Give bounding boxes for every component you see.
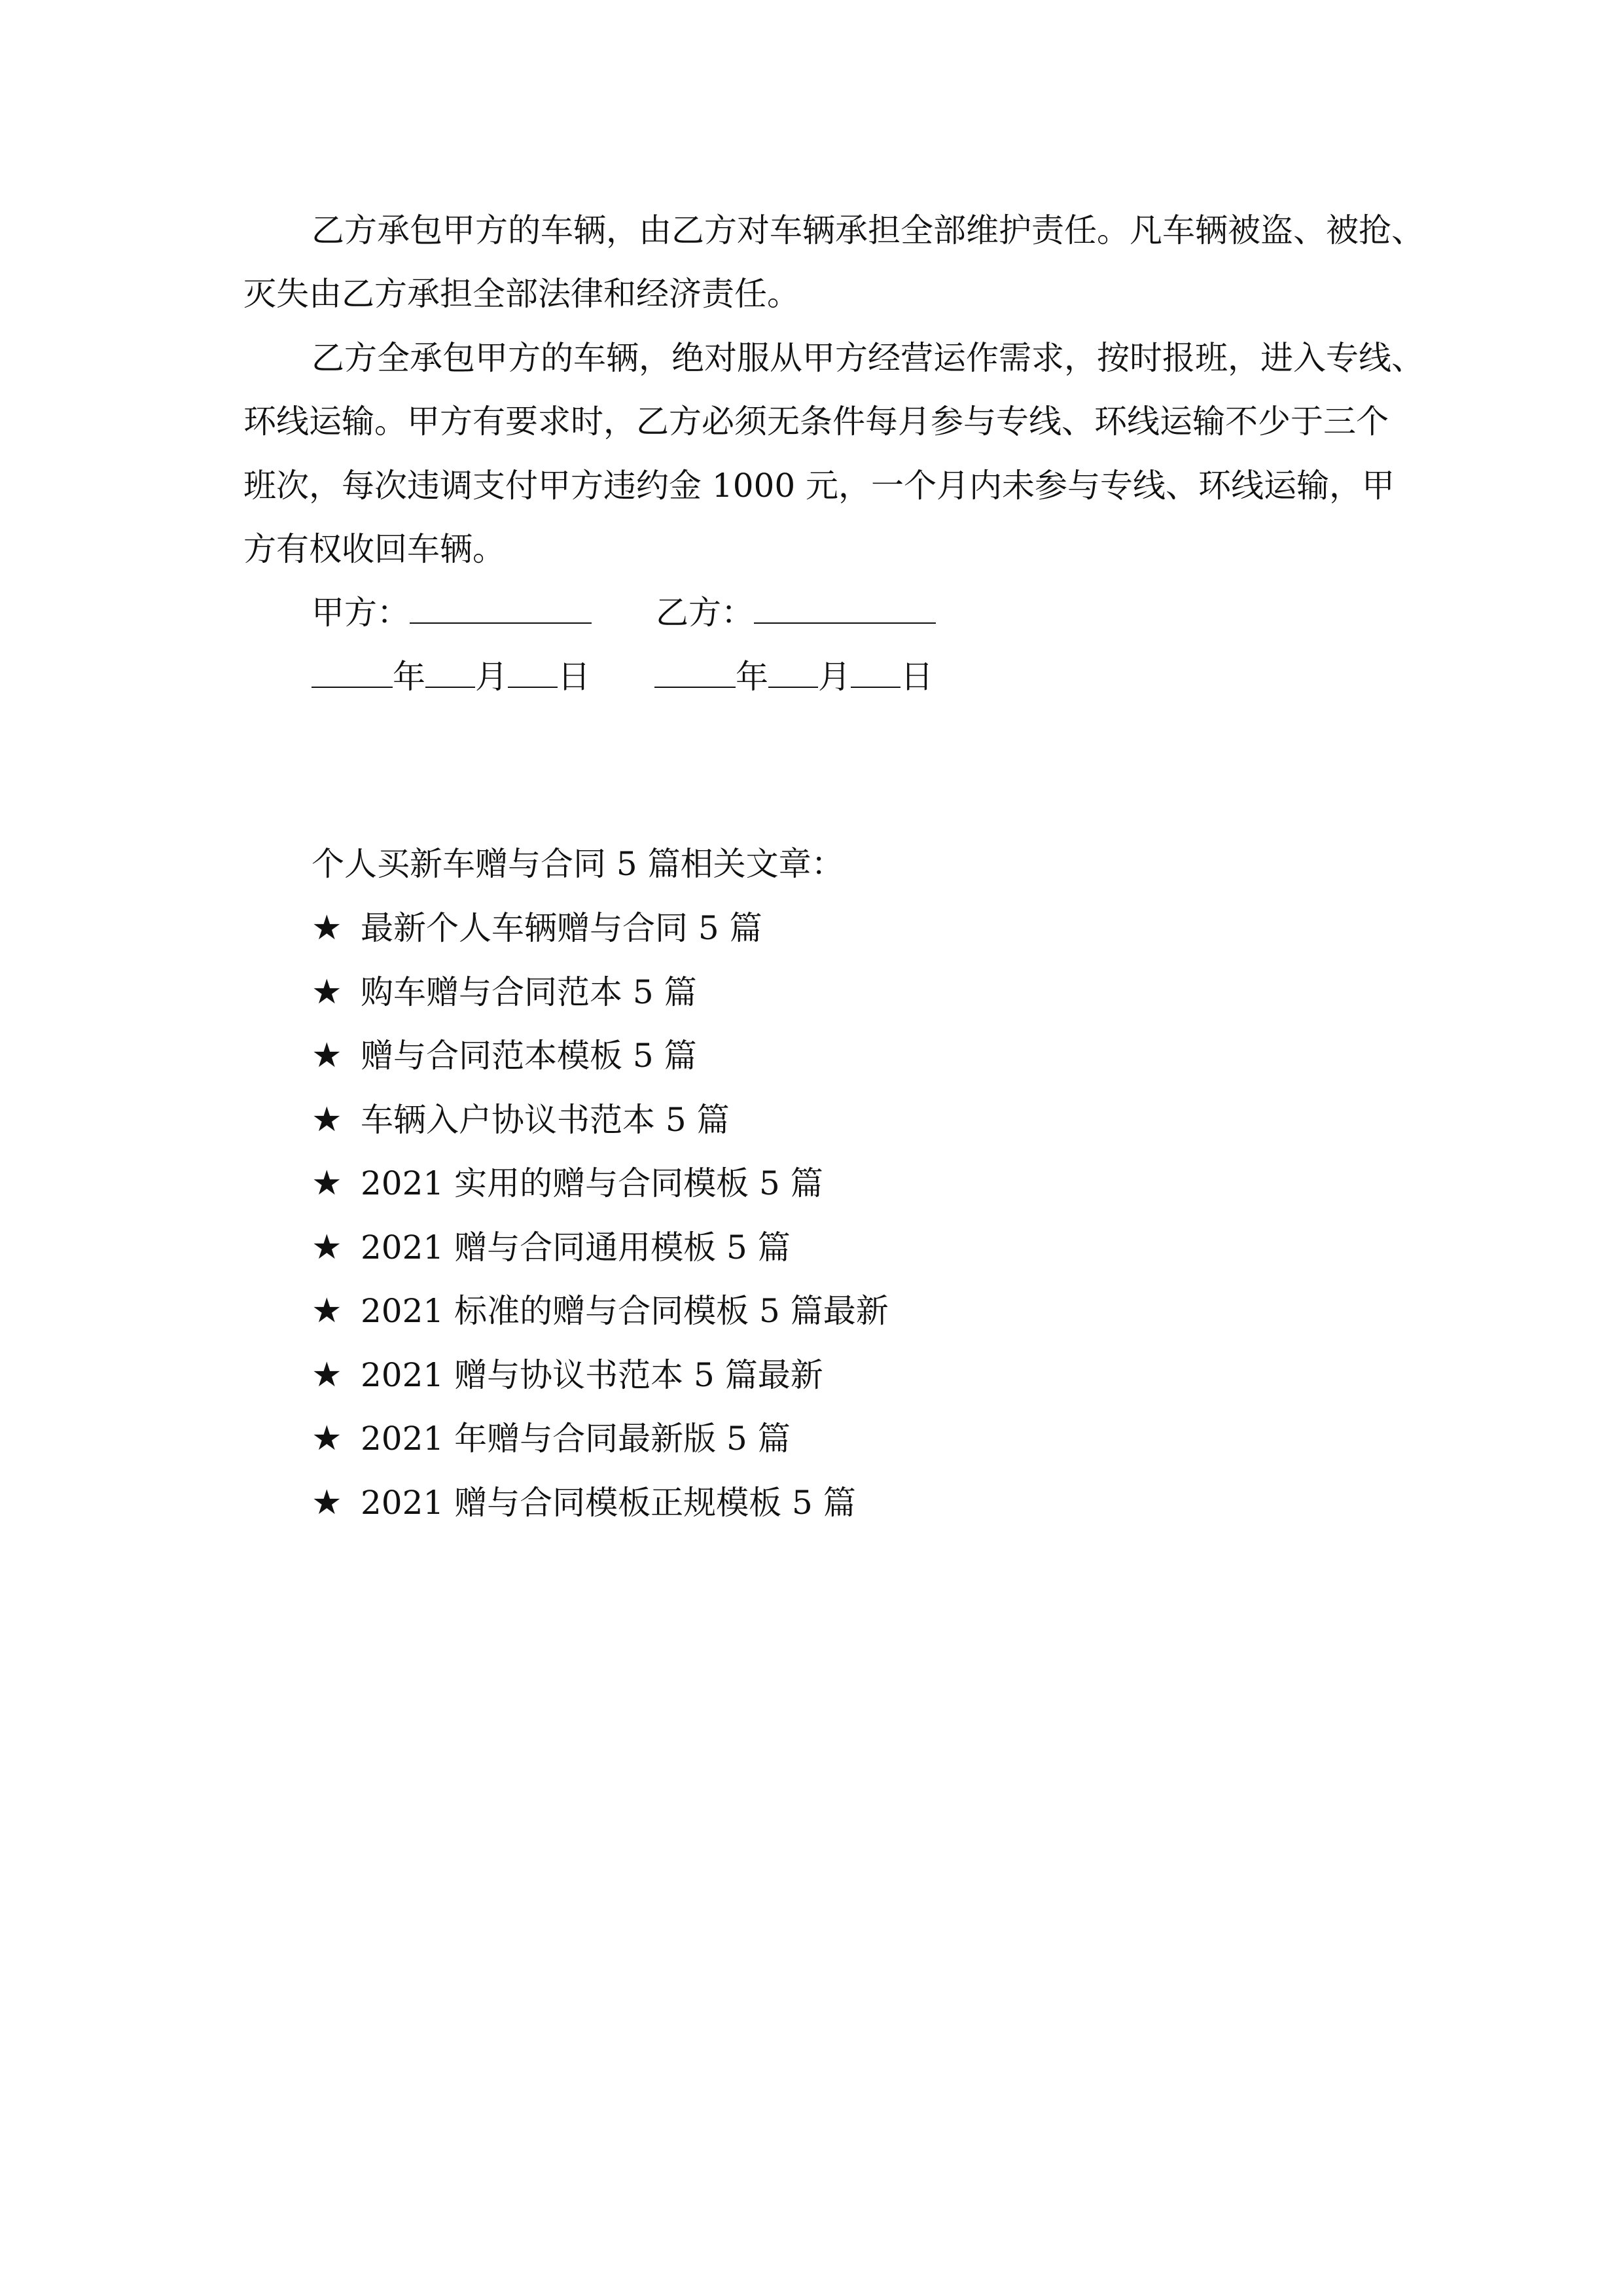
party-b-day-blank[interactable]: [851, 658, 901, 688]
party-a-signature: [312, 593, 592, 632]
star-icon: ★: [312, 1419, 342, 1458]
related-article-link[interactable]: 赠与合同范本模板 5 篇: [361, 1037, 697, 1075]
related-article-link[interactable]: 车辆入户协议书范本 5 篇: [361, 1100, 730, 1139]
related-article-link[interactable]: 购车赠与合同范本 5 篇: [361, 973, 697, 1011]
party-a-blank[interactable]: [410, 594, 592, 624]
related-article-item[interactable]: [312, 1100, 889, 1164]
related-articles-list: [312, 908, 889, 1547]
party-b-year-blank[interactable]: [654, 658, 736, 688]
related-article-item[interactable]: [312, 1355, 889, 1420]
party-a-day-blank[interactable]: [508, 658, 558, 688]
star-icon: ★: [312, 1355, 342, 1395]
related-article-item[interactable]: [312, 1483, 889, 1547]
star-icon: ★: [312, 1227, 342, 1267]
party-a-year-label: 年: [393, 658, 425, 696]
party-a-label: 甲方：: [312, 594, 410, 632]
related-article-item[interactable]: [312, 1419, 889, 1483]
party-b-day-label: 日: [901, 658, 933, 696]
related-article-item[interactable]: [312, 1164, 889, 1228]
star-icon: ★: [312, 908, 342, 948]
related-article-item[interactable]: [312, 908, 889, 973]
party-a-year-blank[interactable]: [312, 658, 393, 688]
related-article-item[interactable]: [312, 1228, 889, 1292]
related-article-item[interactable]: [312, 1036, 889, 1100]
party-b-signature: [656, 593, 936, 632]
party-a-month-label: 月: [475, 658, 508, 696]
party-b-month-label: 月: [818, 658, 851, 696]
paragraph-1-line-2: 灭失由乙方承担全部法律和经济责任。: [243, 275, 800, 313]
party-b-month-blank[interactable]: [768, 658, 818, 688]
related-article-link[interactable]: 2021 赠与合同通用模板 5 篇: [361, 1228, 791, 1266]
paragraph-1-line-1: 乙方承包甲方的车辆，由乙方对车辆承担全部维护责任。凡车辆被盗、被抢、: [312, 211, 1424, 249]
related-article-link[interactable]: 2021 标准的赠与合同模板 5 篇最新: [361, 1292, 889, 1330]
related-article-link[interactable]: 2021 年赠与合同最新版 5 篇: [361, 1420, 791, 1458]
star-icon: ★: [312, 972, 342, 1012]
related-article-link[interactable]: 2021 实用的赠与合同模板 5 篇: [361, 1164, 823, 1202]
party-b-label: 乙方：: [656, 594, 754, 632]
party-b-blank[interactable]: [754, 594, 936, 624]
paragraph-2-line-4: 方有权收回车辆。: [243, 530, 505, 568]
related-article-item[interactable]: [312, 1291, 889, 1355]
star-icon: ★: [312, 1036, 342, 1075]
party-a-date: [312, 657, 590, 696]
star-icon: ★: [312, 1482, 342, 1522]
related-article-item[interactable]: [312, 973, 889, 1037]
party-b-date: [654, 657, 933, 696]
related-article-link[interactable]: 最新个人车辆赠与合同 5 篇: [361, 909, 762, 947]
party-a-month-blank[interactable]: [425, 658, 475, 688]
party-b-year-label: 年: [736, 658, 768, 696]
star-icon: ★: [312, 1100, 342, 1139]
party-a-day-label: 日: [558, 658, 590, 696]
paragraph-2-line-1: 乙方全承包甲方的车辆，绝对服从甲方经营运作需求，按时报班，进入专线、: [312, 339, 1424, 377]
star-icon: ★: [312, 1164, 342, 1203]
related-articles-title: 个人买新车赠与合同 5 篇相关文章：: [312, 845, 844, 883]
star-icon: ★: [312, 1291, 342, 1331]
paragraph-2-line-3: 班次，每次违调支付甲方违约金 1000 元，一个月内未参与专线、环线运输，甲: [243, 467, 1395, 505]
related-article-link[interactable]: 2021 赠与合同模板正规模板 5 篇: [361, 1483, 856, 1522]
related-article-link[interactable]: 2021 赠与协议书范本 5 篇最新: [361, 1355, 823, 1394]
paragraph-2-line-2: 环线运输。甲方有要求时，乙方必须无条件每月参与专线、环线运输不少于三个: [243, 403, 1389, 440]
